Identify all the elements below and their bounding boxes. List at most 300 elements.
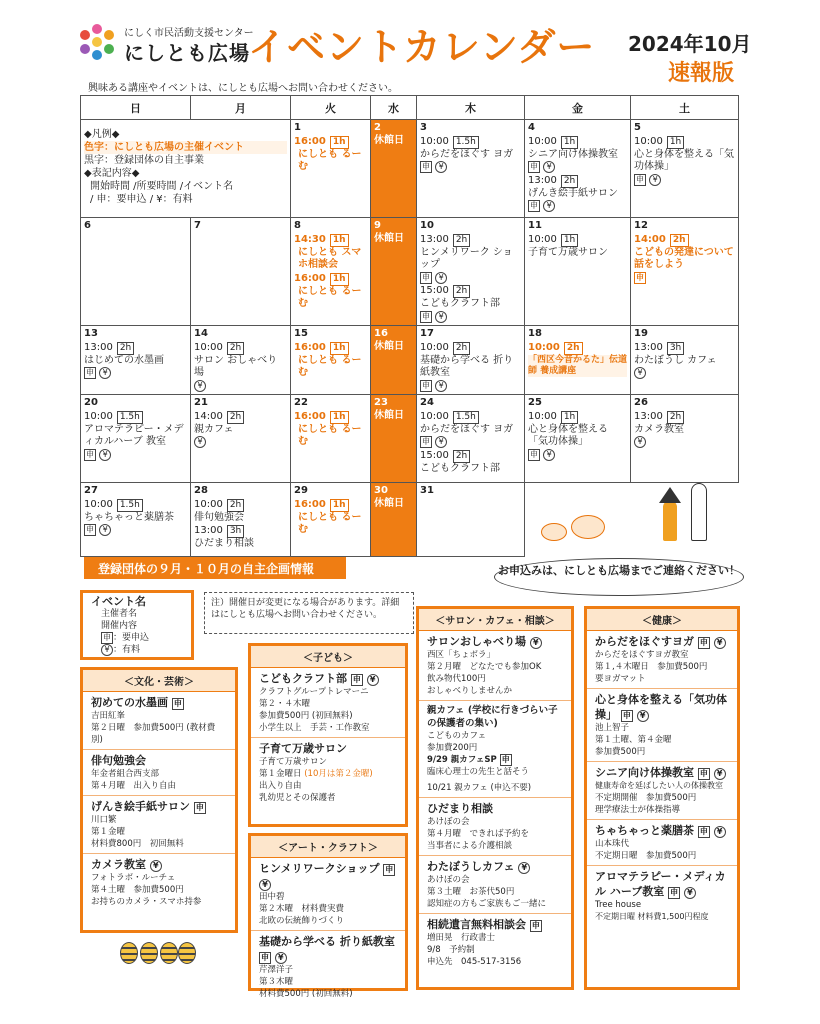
legend-line: / 申：要申込 / ¥：有料 (90, 194, 193, 205)
yen-icon: ¥ (99, 449, 111, 461)
yen-icon: ¥ (99, 524, 111, 536)
yen-icon: ¥ (684, 887, 696, 899)
day-cell[interactable] (417, 120, 525, 218)
event-time: 10:00 (634, 135, 663, 147)
entry-detail: 小学生以上 手芸・工作教室 (259, 723, 370, 733)
day-number: 27 (84, 485, 98, 496)
event-duration: 2h (227, 411, 244, 424)
apply-mark: 申 (103, 633, 111, 642)
calendar-event[interactable] (528, 136, 627, 174)
bee-mascot-icon (116, 938, 196, 968)
event-name: ひだまり相談 (194, 538, 254, 549)
yen-icon: ¥ (714, 826, 726, 838)
event-duration: 2h (453, 285, 470, 298)
entry-name: 相続遺言無料相談会 申 (427, 918, 540, 931)
event-name: からだをほぐす ヨガ (420, 148, 514, 160)
entry-detail: 参加費500円 (595, 747, 646, 757)
event-duration: 2h (453, 342, 470, 355)
list-item[interactable] (587, 631, 737, 689)
apply-mark: 申 (622, 711, 631, 720)
day-number: 15 (294, 328, 308, 339)
calendar-event[interactable] (528, 342, 627, 378)
yen-icon: ¥ (543, 449, 555, 461)
panel-header: ＜サロン・カフェ・相談＞ (419, 609, 571, 631)
apply-mark: 申 (636, 174, 644, 184)
event-name: からだをほぐす ヨガ (420, 423, 514, 435)
event-name: 俳句勉強会 (194, 511, 244, 523)
event-time: 16:00 (294, 135, 326, 147)
day-number: 25 (528, 397, 542, 408)
event-time: 14:30 (294, 233, 326, 245)
list-item[interactable] (419, 914, 571, 971)
day-cell[interactable] (291, 326, 371, 395)
panel-header: ＜健康＞ (587, 609, 737, 631)
event-duration: 1.5h (453, 136, 479, 149)
list-item[interactable] (83, 692, 235, 750)
event-time: 10:00 (528, 341, 560, 353)
org-name: にしとも広場 (124, 41, 250, 65)
event-name: 「西区今昔かるた」伝道師 養成講座 (528, 354, 628, 376)
event-duration: 1.5h (117, 411, 143, 424)
event-time: 16:00 (294, 272, 326, 284)
day-number: 29 (294, 485, 308, 496)
calendar-event[interactable] (194, 525, 287, 551)
list-item[interactable] (419, 856, 571, 914)
event-duration: 1h (330, 411, 349, 424)
event-duration: 1h (561, 136, 578, 149)
entry-name: 心と身体を整える「気功体操」 申 ¥ (595, 693, 727, 721)
yen-icon: ¥ (714, 637, 726, 649)
panel-health (584, 606, 740, 990)
yen-icon: ¥ (637, 710, 649, 722)
day-cell-closed (371, 483, 417, 557)
legend-line: ◆表記内容◆ (84, 168, 140, 179)
day-number: 6 (84, 220, 91, 231)
panel-art (248, 833, 408, 999)
day-cell[interactable] (525, 395, 631, 483)
entry-detail: 第２木曜 材料費実費 (259, 904, 345, 914)
day-cell-closed (371, 395, 417, 483)
entry-name: ちゃちゃっと薬膳茶 申 ¥ (595, 823, 729, 838)
legend-detail: 開催内容 (101, 621, 138, 631)
contact-bubble: お申込みは、にしとも広場までご連絡ください！ (494, 558, 744, 596)
calendar-event[interactable] (294, 136, 367, 174)
entry-detail: おしゃべりしませんか (427, 686, 513, 696)
apply-mark: 申 (670, 888, 679, 897)
list-item[interactable] (419, 701, 571, 798)
yen-icon: ¥ (194, 380, 206, 392)
flash-label: 速報版 (668, 61, 735, 86)
yen-icon: ¥ (435, 380, 447, 392)
apply-mark: 申 (530, 449, 538, 459)
day-cell[interactable] (291, 120, 371, 218)
day-cell[interactable] (525, 326, 631, 395)
event-duration: 2h (561, 175, 578, 188)
entry-detail: 第４月曜 できれば予約を (427, 829, 530, 839)
entry-detail: 当事者による介護相談 (427, 841, 513, 851)
event-name: わたぼうし カフェ (634, 354, 717, 366)
day-number: 24 (420, 397, 434, 408)
day-number: 18 (528, 328, 542, 339)
day-number: 1 (294, 122, 301, 133)
event-name: 基礎から学べる 折り紙教室 (420, 354, 514, 378)
entry-detail: 認知症の方もご家族もご一緒に (427, 899, 547, 909)
calendar-event[interactable] (528, 411, 627, 462)
entry-host: Tree house (595, 900, 642, 910)
day-number: 10 (420, 220, 434, 231)
event-name: にしとも るーむ (298, 354, 362, 378)
day-cell[interactable] (81, 326, 191, 395)
event-time: 13:00 (194, 525, 223, 536)
day-cell[interactable] (191, 483, 291, 557)
apply-mark: 申 (195, 803, 204, 812)
event-name: シニア向け体操教室 (528, 148, 618, 160)
list-item[interactable] (83, 854, 235, 911)
list-item[interactable] (251, 931, 405, 1003)
day-cell-closed (371, 120, 417, 218)
closed-label: 休館日 (374, 232, 404, 244)
list-item[interactable] (587, 689, 737, 762)
yen-icon: ¥ (435, 161, 447, 173)
weekday-tue: 火 (291, 96, 371, 120)
calendar-event[interactable] (634, 411, 735, 449)
day-number: 2 (374, 122, 381, 133)
entry-detail: 要ヨガマット (595, 674, 646, 684)
yen-icon: ¥ (194, 436, 206, 448)
event-name: アロマテラピー・メディカルハーブ 教室 (84, 423, 184, 447)
day-number: 4 (528, 122, 535, 133)
calendar-event[interactable] (294, 273, 367, 311)
day-number: 31 (420, 485, 434, 496)
day-cell[interactable] (81, 218, 191, 326)
list-item[interactable] (419, 631, 571, 701)
list-item[interactable] (587, 820, 737, 866)
entry-host: 山本珠代 (595, 839, 630, 849)
day-number: 13 (84, 328, 98, 339)
calendar-event[interactable] (634, 136, 735, 187)
halloween-illustration (525, 483, 739, 557)
entry-detail: 第２日曜 参加費500円 (教材費別) (91, 723, 216, 745)
event-name: げんき絵手紙サロン (528, 187, 618, 199)
legend-line: 黒字：登録団体の自主事業 (84, 155, 204, 166)
entry-detail: お持ちのカメラ・スマホ持参 (91, 897, 202, 907)
entry-name: 初めての水墨画 申 (91, 696, 182, 709)
yen-icon: ¥ (435, 436, 447, 448)
calendar-event[interactable] (420, 234, 521, 285)
day-number: 28 (194, 485, 208, 496)
list-item[interactable] (83, 796, 235, 854)
event-name: こどもの発達について話をしよう (634, 246, 734, 270)
calendar-event[interactable] (528, 234, 627, 260)
list-item[interactable] (83, 750, 235, 796)
calendar-event[interactable] (420, 285, 521, 323)
event-duration: 1.5h (117, 499, 143, 512)
entry-host: フォトラボ・ルーチェ (91, 873, 176, 883)
entry-detail: 9/29 親カフェSP 申 (427, 755, 510, 765)
event-duration: 3h (667, 342, 684, 355)
yen-icon: ¥ (259, 879, 271, 891)
entry-host: 増田晃 行政書士 (427, 933, 496, 943)
entry-host: あけぼの会 (427, 817, 470, 827)
day-number: 8 (294, 220, 301, 231)
event-duration: 1h (330, 342, 349, 355)
event-name: ヒンメリワーク ショップ (420, 246, 513, 270)
calendar-event[interactable] (294, 499, 367, 537)
entry-detail: 不定期日曜 参加費500円 (595, 851, 697, 861)
calendar-event[interactable] (420, 450, 521, 476)
weekday-sat: 土 (631, 96, 739, 120)
event-name: こどもクラフト部 (420, 462, 500, 474)
calendar-event[interactable] (84, 342, 187, 380)
entry-name: カメラ教室 ¥ (91, 857, 227, 872)
calendar-event[interactable] (194, 411, 287, 449)
list-item[interactable] (251, 858, 405, 931)
day-cell-closed (371, 218, 417, 326)
day-cell[interactable] (417, 395, 525, 483)
entry-detail: 第１,４木曜日 参加費500円 (595, 662, 708, 672)
apply-mark: 申 (385, 865, 394, 874)
apply-mark: 申 (501, 755, 510, 764)
yen-icon: ¥ (714, 768, 726, 780)
event-time: 13:00 (528, 174, 557, 186)
event-name: カメラ教室 (634, 423, 684, 435)
apply-mark: 申 (530, 162, 538, 171)
apply-mark: 申 (636, 272, 644, 282)
day-cell[interactable] (525, 218, 631, 326)
calendar-event[interactable] (420, 342, 521, 393)
event-time: 16:00 (294, 498, 326, 510)
calendar-event[interactable] (634, 234, 735, 285)
event-time: 14:00 (194, 410, 223, 422)
apply-mark: 申 (530, 201, 538, 210)
panel-kids (248, 643, 408, 827)
apply-mark: 申 (173, 699, 182, 708)
event-time: 16:00 (294, 341, 326, 353)
yen-icon: ¥ (99, 367, 111, 379)
apply-mark: 申 (422, 162, 430, 171)
entry-detail: 第３土曜 お茶代50円 (427, 887, 515, 897)
apply-mark: 申 (86, 368, 94, 377)
apply-mark: 申 (699, 638, 708, 647)
section-title: 登録団体の９月・１０月の自主企画情報 (84, 557, 346, 579)
day-cell[interactable] (291, 483, 371, 557)
day-number: 23 (374, 397, 388, 408)
yen-icon: ¥ (530, 637, 542, 649)
entry-name: ひだまり相談 (427, 802, 493, 815)
entry-detail: 第４土曜 参加費500円 (91, 885, 184, 895)
entry-detail: 第１金曜日 (10月は第２金曜) (259, 769, 373, 779)
entry-detail: 第２・４木曜 (259, 699, 311, 709)
legend-title: イベント名 (91, 595, 146, 608)
legend-apply-text: ：要申込 (113, 633, 150, 643)
day-number: 12 (634, 220, 648, 231)
day-cell[interactable] (417, 326, 525, 395)
entry-name: 俳句勉強会 (91, 754, 146, 767)
list-item[interactable] (587, 762, 737, 820)
legend-fee (91, 644, 183, 656)
event-duration: 2h (227, 342, 244, 355)
entry-detail: 第２月曜 どなたでも参加OK (427, 662, 542, 672)
apply-mark: 申 (422, 272, 430, 282)
day-cell[interactable] (291, 395, 371, 483)
event-duration: 1h (561, 234, 578, 247)
day-number: 17 (420, 328, 434, 339)
entry-host: 芹澤洋子 (259, 965, 294, 975)
event-time: 10:00 (528, 233, 557, 245)
list-item[interactable] (419, 798, 571, 856)
closed-label: 休館日 (374, 409, 404, 421)
day-number: 21 (194, 397, 208, 408)
day-cell[interactable] (417, 483, 525, 557)
event-time: 10:00 (528, 135, 557, 147)
calendar-event[interactable] (294, 234, 367, 272)
calendar-event[interactable] (194, 342, 287, 393)
yen-icon: ¥ (150, 860, 162, 872)
day-cell[interactable] (525, 120, 631, 218)
entry-detail: 参加費500円 (初回無料) (259, 711, 353, 721)
org-subtitle: にしく市民活動支援センター (124, 28, 254, 39)
calendar-event[interactable] (420, 411, 521, 449)
witch-hat-icon (659, 487, 681, 503)
yen-icon: ¥ (634, 436, 646, 448)
logo-icon (80, 24, 116, 60)
calendar-event[interactable] (294, 411, 367, 449)
weekday-wed: 水 (371, 96, 417, 120)
closed-label: 休館日 (374, 134, 404, 146)
day-number: 26 (634, 397, 648, 408)
event-duration: 1h (561, 411, 578, 424)
entry-name: からだをほぐすヨガ 申 ¥ (595, 634, 729, 649)
list-item[interactable] (587, 866, 737, 926)
child-figure-icon (663, 501, 677, 541)
calendar-event[interactable] (194, 499, 287, 525)
event-name: はじめての水墨画 (84, 354, 164, 366)
calendar-event[interactable] (420, 136, 521, 174)
day-cell[interactable] (81, 395, 191, 483)
page-title: イベントカレンダー (248, 25, 596, 69)
event-duration: 1h (330, 234, 349, 247)
event-name: にしとも るーむ (298, 148, 362, 172)
day-cell[interactable] (631, 218, 739, 326)
day-number: 19 (634, 328, 648, 339)
legend-fee-text: ：有料 (113, 645, 141, 655)
entry-host: 川口繁 (91, 815, 117, 825)
panel-culture (80, 667, 238, 933)
panel-salon (416, 606, 574, 990)
entry-detail: 第１土曜、第４金曜 (595, 735, 672, 745)
day-cell[interactable] (417, 218, 525, 326)
entry-host: 年金者組合西支部 (91, 769, 160, 779)
entry-detail: 申込先 045-517-3156 (427, 957, 522, 967)
event-time: 10:00 (194, 341, 223, 353)
entry-name: ヒンメリワークショップ 申 ¥ (259, 862, 394, 889)
calendar-event[interactable] (634, 342, 735, 380)
day-number: 20 (84, 397, 98, 408)
entry-name: 基礎から学べる 折り紙教室 申 ¥ (259, 935, 395, 962)
event-time: 13:00 (634, 341, 663, 353)
calendar-event[interactable] (528, 175, 627, 213)
event-name: こどもクラフト部 (420, 298, 500, 309)
event-time: 14:00 (634, 233, 666, 245)
day-number: 16 (374, 328, 388, 339)
calendar-event[interactable] (84, 499, 187, 537)
event-name: にしとも るーむ (298, 511, 362, 535)
event-time: 13:00 (420, 233, 449, 245)
event-duration: 2h (667, 411, 684, 424)
weekday-mon: 月 (191, 96, 291, 120)
event-time: 10:00 (420, 410, 449, 422)
entry-detail: 出入り自由 (259, 781, 302, 791)
calendar-event[interactable] (84, 411, 187, 462)
yen-icon: ¥ (543, 161, 555, 173)
day-cell[interactable] (631, 395, 739, 483)
event-name: 心と身体を整える「気功体操」 (634, 148, 734, 172)
event-time: 10:00 (420, 341, 449, 353)
entry-detail: 理学療法士が体操指導 (595, 805, 681, 815)
legend-host: 主催者名 (101, 609, 138, 619)
calendar-legend (81, 120, 291, 218)
entry-detail: 第３木曜 (259, 977, 294, 987)
calendar-event[interactable] (294, 342, 367, 380)
yen-icon: ¥ (543, 200, 555, 212)
list-item[interactable] (251, 668, 405, 738)
entry-name: アロマテラピー・メディカル ハーブ教室 申 ¥ (595, 870, 726, 898)
list-item[interactable] (251, 738, 405, 807)
event-time: 10:00 (528, 410, 557, 422)
day-cell[interactable] (291, 218, 371, 326)
day-cell[interactable] (81, 483, 191, 557)
day-cell[interactable] (631, 120, 739, 218)
month-title: 2024年10月 (628, 32, 752, 56)
day-cell[interactable] (631, 326, 739, 395)
weekday-thu: 木 (417, 96, 525, 120)
day-cell[interactable] (191, 395, 291, 483)
day-cell[interactable] (191, 326, 291, 395)
apply-mark: 申 (422, 437, 430, 446)
entry-detail: 臨床心理士の先生と話そう (427, 767, 530, 777)
event-calendar (80, 95, 739, 557)
yen-icon: ¥ (435, 311, 447, 323)
entry-detail: 乳幼児とその保護者 (259, 793, 336, 803)
event-duration: 1.5h (453, 411, 479, 424)
legend-line: 色字：にしとも広場の主催イベント (84, 141, 287, 154)
day-number: 5 (634, 122, 641, 133)
entry-detail: 参加費200円 (427, 743, 478, 753)
day-cell[interactable] (191, 218, 291, 326)
intro-text: 興味ある講座やイベントは、にしとも広場へお問い合わせください。 (88, 83, 398, 94)
weekday-sun: 日 (81, 96, 191, 120)
yen-icon: ¥ (518, 862, 530, 874)
adult-figure-icon (691, 483, 707, 541)
entry-detail: 材料費500円 (初回無料) (259, 989, 353, 999)
entry-host: 池上智子 (595, 723, 630, 733)
legend-line: ◆凡例◆ (84, 129, 120, 140)
event-time: 10:00 (84, 498, 113, 510)
event-name: にしとも るーむ (298, 285, 362, 309)
day-number: 22 (294, 397, 308, 408)
event-duration: 1h (330, 273, 349, 286)
panel-header: ＜アート・クラフト＞ (251, 836, 405, 858)
event-duration: 2h (453, 234, 470, 247)
entry-host: クラフトグループトレマーニ (259, 687, 369, 697)
entry-detail: 材料費800円 初回無料 (91, 839, 184, 849)
yen-icon: ¥ (435, 272, 447, 284)
yen-icon: ¥ (275, 952, 287, 964)
entry-host: 吉田紅峯 (91, 711, 126, 721)
entry-host: 健康寿命を延ばしたい人の体操教室 (595, 781, 723, 790)
event-duration: 2h (227, 499, 244, 512)
closed-label: 休館日 (374, 497, 404, 509)
